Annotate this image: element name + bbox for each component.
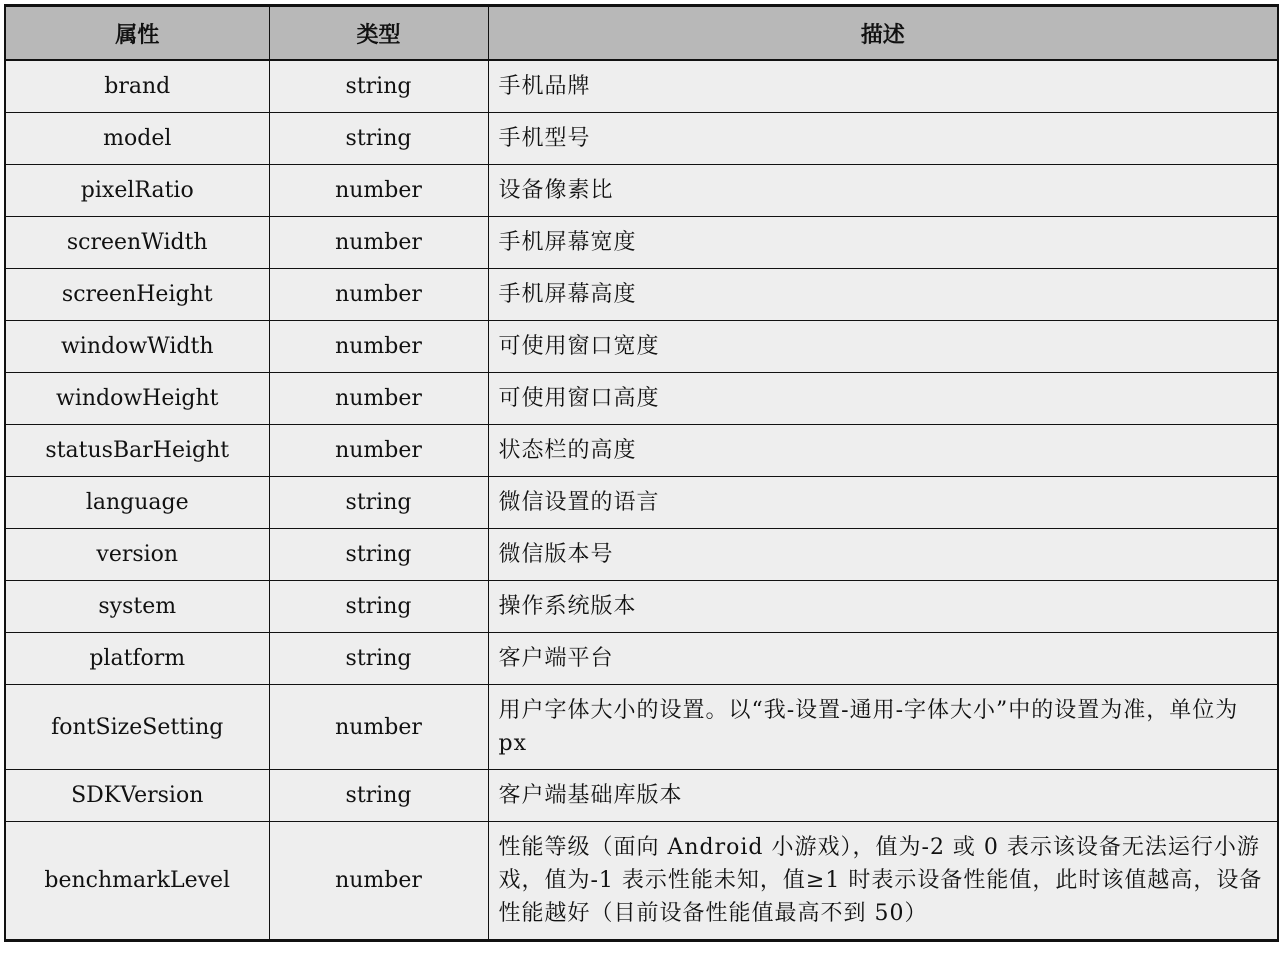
- header-description: 描述: [488, 6, 1278, 61]
- type-cell: number: [269, 685, 488, 770]
- type-cell: string: [269, 633, 488, 685]
- table-row: [5, 321, 1278, 373]
- description-cell: 手机型号: [488, 113, 1278, 165]
- attribute-cell: brand: [5, 60, 269, 113]
- table-row: [5, 581, 1278, 633]
- attribute-cell: system: [5, 581, 269, 633]
- type-cell: number: [269, 822, 488, 941]
- attribute-cell: statusBarHeight: [5, 425, 269, 477]
- table-row: [5, 685, 1278, 770]
- table-row: [5, 165, 1278, 217]
- type-cell: number: [269, 321, 488, 373]
- attribute-cell: SDKVersion: [5, 770, 269, 822]
- attribute-cell: version: [5, 529, 269, 581]
- type-cell: string: [269, 477, 488, 529]
- description-cell: 性能等级（面向 Android 小游戏），值为-2 或 0 表示该设备无法运行小游戏，值为-1 表示性能未知，值≥1 时表示设备性能值，此时该值越高，设备性能越好（目前设备性能值最高不到 50）: [488, 822, 1278, 941]
- type-cell: number: [269, 269, 488, 321]
- table-row: [5, 60, 1278, 113]
- attribute-cell: screenHeight: [5, 269, 269, 321]
- description-cell: 微信设置的语言: [488, 477, 1278, 529]
- description-cell: 微信版本号: [488, 529, 1278, 581]
- type-cell: number: [269, 425, 488, 477]
- table-row: [5, 425, 1278, 477]
- type-cell: number: [269, 165, 488, 217]
- attribute-cell: windowWidth: [5, 321, 269, 373]
- type-cell: string: [269, 529, 488, 581]
- attribute-cell: language: [5, 477, 269, 529]
- description-cell: 设备像素比: [488, 165, 1278, 217]
- attribute-cell: benchmarkLevel: [5, 822, 269, 941]
- description-cell: 手机品牌: [488, 60, 1278, 113]
- attribute-table: [4, 4, 1279, 942]
- table-row: [5, 770, 1278, 822]
- table-row: [5, 269, 1278, 321]
- attribute-cell: fontSizeSetting: [5, 685, 269, 770]
- attribute-cell: windowHeight: [5, 373, 269, 425]
- type-cell: number: [269, 373, 488, 425]
- description-cell: 可使用窗口高度: [488, 373, 1278, 425]
- table-row: [5, 113, 1278, 165]
- attribute-cell: platform: [5, 633, 269, 685]
- description-cell: 客户端平台: [488, 633, 1278, 685]
- type-cell: string: [269, 770, 488, 822]
- description-cell: 可使用窗口宽度: [488, 321, 1278, 373]
- attribute-cell: screenWidth: [5, 217, 269, 269]
- header-attribute: 属性: [5, 6, 269, 61]
- attribute-cell: model: [5, 113, 269, 165]
- table-row: [5, 477, 1278, 529]
- description-cell: 状态栏的高度: [488, 425, 1278, 477]
- description-cell: 客户端基础库版本: [488, 770, 1278, 822]
- header-type: 类型: [269, 6, 488, 61]
- description-cell: 用户字体大小的设置。以“我-设置-通用-字体大小”中的设置为准，单位为 px: [488, 685, 1278, 770]
- table-row: [5, 373, 1278, 425]
- description-cell: 操作系统版本: [488, 581, 1278, 633]
- type-cell: string: [269, 113, 488, 165]
- type-cell: string: [269, 581, 488, 633]
- description-cell: 手机屏幕宽度: [488, 217, 1278, 269]
- type-cell: number: [269, 217, 488, 269]
- table-row: [5, 822, 1278, 941]
- attribute-cell: pixelRatio: [5, 165, 269, 217]
- table-row: [5, 217, 1278, 269]
- table-row: [5, 529, 1278, 581]
- type-cell: string: [269, 60, 488, 113]
- description-cell: 手机屏幕高度: [488, 269, 1278, 321]
- table-header-row: [5, 6, 1278, 61]
- table-row: [5, 633, 1278, 685]
